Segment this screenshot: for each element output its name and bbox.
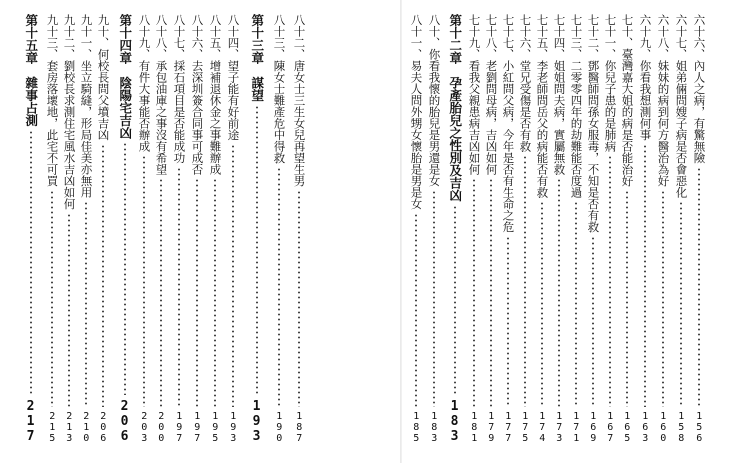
toc-entry-page: 215 xyxy=(46,411,58,444)
toc-entry-page: 200 xyxy=(155,411,167,444)
toc-entry-page: 213 xyxy=(63,411,75,444)
toc-entry-title: 六十六、內人之病，有驚無險 xyxy=(692,14,707,164)
toc-entry xyxy=(46,14,58,444)
leader-dots xyxy=(298,190,300,408)
leader-dots xyxy=(178,167,180,408)
toc-chapter-title: 第十四章 陰陽宅吉凶 xyxy=(117,14,133,139)
page-gutter xyxy=(400,0,402,463)
toc-entry-page: 195 xyxy=(209,411,221,444)
toc-entry xyxy=(138,14,150,444)
toc-entry xyxy=(428,14,440,444)
leader-dots xyxy=(524,155,526,407)
toc-chapter xyxy=(250,14,263,444)
toc-entry-title: 八十六、去深圳簽合同事可成否 xyxy=(190,14,205,175)
toc-entry xyxy=(173,14,185,444)
leader-dots xyxy=(680,201,682,407)
toc-entry-page: 203 xyxy=(138,411,150,444)
toc-entry-page: 158 xyxy=(675,411,687,444)
toc-entry-title: 八十一、易夫人問外甥女懷胎是男是女 xyxy=(409,14,424,210)
toc-entry-page: 174 xyxy=(536,411,548,444)
toc-entry-title: 七十、臺灣嘉大姐的病是否能治好 xyxy=(620,14,635,187)
toc-entry xyxy=(273,14,285,444)
toc-entry-page: 156 xyxy=(693,411,705,444)
leader-dots xyxy=(232,144,234,408)
toc-entry-page: 163 xyxy=(639,411,651,444)
toc-entry xyxy=(675,14,687,444)
toc-entry-title: 七十九、看我父親患病吉凶如何 xyxy=(467,14,482,175)
leader-dots xyxy=(698,167,700,408)
toc-entry-page: 197 xyxy=(191,411,203,444)
leader-dots xyxy=(626,190,628,408)
toc-entry-page: 165 xyxy=(621,411,633,444)
toc-entry xyxy=(536,14,548,444)
toc-entry-title: 六十八、妹妹的病到何方醫治為好 xyxy=(656,14,671,187)
leader-dots xyxy=(575,201,577,407)
toc-entry xyxy=(639,14,651,444)
toc-chapter-title: 第十二章 孕產胎兒之性別及吉凶 xyxy=(447,14,463,202)
leader-dots xyxy=(490,178,492,407)
toc-entry-page: 183 xyxy=(428,411,440,444)
toc-entry xyxy=(604,14,616,444)
toc-entry-title: 七十二、鄧醫師問孫女服毒，不知是否有救 xyxy=(586,14,601,233)
toc-entry-page: 175 xyxy=(519,411,531,444)
toc-entry-title: 八十三、陳女士難產危中得救 xyxy=(272,14,287,164)
toc-entry-title: 八十四、望子能有好前途 xyxy=(226,14,241,141)
toc-entry xyxy=(209,14,221,444)
toc-entry xyxy=(227,14,239,444)
toc-entry-title: 七十七、小紅問父病，今年是否有生命之危 xyxy=(501,14,516,233)
toc-entry-page: 190 xyxy=(273,411,285,444)
leader-dots xyxy=(160,178,162,407)
leader-dots xyxy=(609,155,611,407)
toc-entry xyxy=(502,14,514,444)
leader-dots xyxy=(85,201,87,407)
toc-entry-title: 七十一、你兒子患的是肺病 xyxy=(603,14,618,152)
toc-entry-title: 八十九、有件大事能否辦成 xyxy=(137,14,152,152)
toc-entry-title: 八十五、增補退休金之事難辦成 xyxy=(208,14,223,175)
toc-entry xyxy=(80,14,92,444)
toc-entry-title: 八十二、唐女士三生女兒再望生男 xyxy=(292,14,307,187)
toc-entry xyxy=(293,14,305,444)
leader-dots xyxy=(196,178,198,407)
toc-entry-title: 七十四、姐姐問夫病，實屬無救 xyxy=(552,14,567,175)
toc-entry-page: 160 xyxy=(657,411,669,444)
toc-entry-title: 八十八、承包油庫之事沒有希望 xyxy=(154,14,169,175)
toc-entry-page: 181 xyxy=(468,411,480,444)
toc-chapter-title: 第十五章 雜事占測 xyxy=(23,14,39,127)
toc-entry xyxy=(410,14,422,444)
toc-entry-page: 197 xyxy=(173,411,185,444)
toc-entry xyxy=(63,14,75,444)
toc-entry-title: 七十三、二零零四年的劫難能否度過 xyxy=(569,14,584,198)
toc-entry-title: 九十、何校長問父墳吉凶 xyxy=(96,14,111,141)
toc-chapter xyxy=(448,14,461,444)
leader-dots xyxy=(433,190,435,408)
leader-dots xyxy=(473,178,475,407)
toc-entry-page: 185 xyxy=(410,411,422,444)
leader-dots xyxy=(143,155,145,407)
toc-entry-page: 167 xyxy=(604,411,616,444)
leader-dots xyxy=(51,190,53,408)
toc-entry-title: 八十七、採石項目是否能成功 xyxy=(172,14,187,164)
toc-entry xyxy=(657,14,669,444)
leader-dots xyxy=(68,213,70,408)
toc-entry-title: 七十五、李老師問岳父的病能否有救 xyxy=(535,14,550,198)
toc-chapter-page: 183 xyxy=(447,399,462,444)
toc-entry-title: 七十八、老劉問母病，吉凶如何 xyxy=(484,14,499,175)
toc-entry xyxy=(155,14,167,444)
leader-dots xyxy=(214,178,216,407)
toc-entry xyxy=(621,14,633,444)
leader-dots xyxy=(278,167,280,408)
leader-dots xyxy=(102,144,104,408)
leader-dots xyxy=(507,236,509,408)
toc-entry-title: 九十三、套房落壞地，此宅不可買 xyxy=(45,14,60,187)
toc-entry xyxy=(587,14,599,444)
toc-entry xyxy=(519,14,531,444)
toc-entry-page: 187 xyxy=(293,411,305,444)
toc-entry-title: 六十九、你看我想測何事 xyxy=(638,14,653,141)
toc-entry-page: 179 xyxy=(485,411,497,444)
leader-dots xyxy=(541,201,543,407)
toc-entry-page: 171 xyxy=(570,411,582,444)
toc-entry-page: 206 xyxy=(97,411,109,444)
toc-chapter-title: 第十三章 謀望 xyxy=(249,14,265,102)
toc-entry-page: 193 xyxy=(227,411,239,444)
leader-dots xyxy=(454,205,456,396)
toc-entry-title: 七十六、堂兄受傷是否有救 xyxy=(518,14,533,152)
leader-dots xyxy=(558,178,560,407)
toc-entry-title: 六十七、姐弟倆問嫂子病是否會惡化 xyxy=(674,14,689,198)
toc-entry-title: 八十、你看我懷的胎兒是男還是女 xyxy=(427,14,442,187)
toc-entry xyxy=(570,14,582,444)
toc-chapter xyxy=(118,14,131,444)
toc-entry-page: 177 xyxy=(502,411,514,444)
leader-dots xyxy=(662,190,664,408)
toc-entry xyxy=(191,14,203,444)
toc-entry-page: 173 xyxy=(553,411,565,444)
toc-chapter-page: 206 xyxy=(117,399,132,444)
toc-chapter-page: 217 xyxy=(23,399,38,444)
leader-dots xyxy=(124,142,126,395)
toc-chapter xyxy=(24,14,37,444)
leader-dots xyxy=(644,144,646,408)
toc-entry-page: 210 xyxy=(80,411,92,444)
toc-entry xyxy=(693,14,705,444)
toc-entry xyxy=(97,14,109,444)
leader-dots xyxy=(415,213,417,408)
leader-dots xyxy=(592,236,594,408)
leader-dots xyxy=(30,130,32,396)
toc-entry xyxy=(553,14,565,444)
toc-entry xyxy=(485,14,497,444)
toc-entry-title: 九十一、坐立騎縫，形局佳美亦無用 xyxy=(79,14,94,198)
toc-entry-page: 169 xyxy=(587,411,599,444)
toc-entry xyxy=(468,14,480,444)
toc-entry-title: 九十二、劉校長求測住宅風水吉凶如何 xyxy=(62,14,77,210)
leader-dots xyxy=(256,105,258,396)
toc-chapter-page: 193 xyxy=(249,399,264,444)
